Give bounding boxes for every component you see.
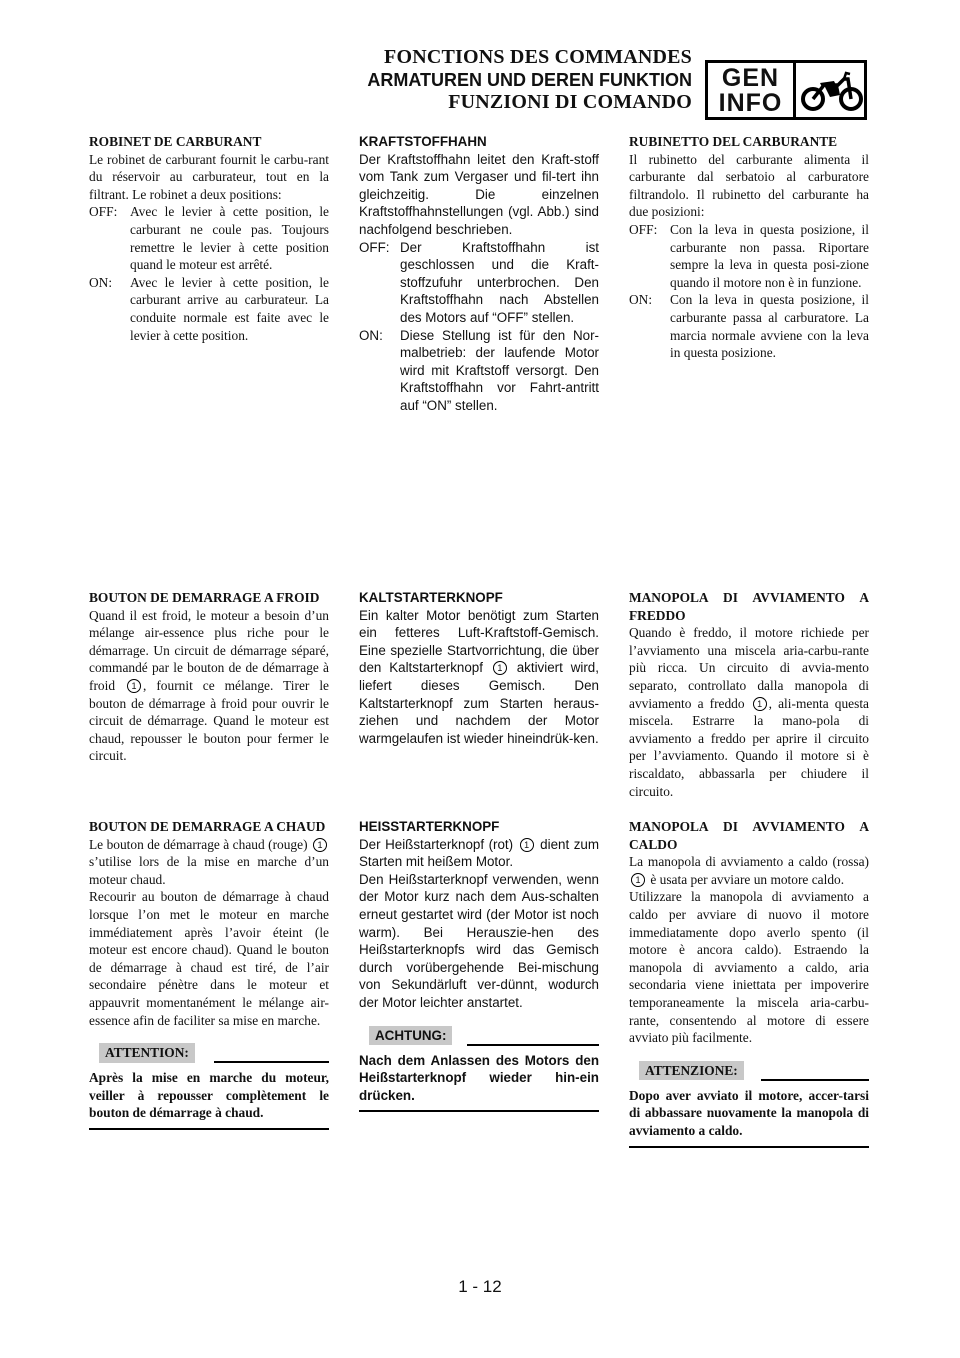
section-title: MANOPOLA DI AVVIAMENTO A CALDO: [629, 819, 869, 852]
section-title: BOUTON DE DEMARRAGE A FROID: [89, 590, 320, 605]
section-title: BOUTON DE DEMARRAGE A CHAUD: [89, 819, 326, 834]
title-german: ARMATUREN UND DEREN FUNKTION: [367, 70, 692, 90]
paragraph: Quand il est froid, le moteur a besoin d’un mélange air-essence plus riche pour le démarrage. Un circuit de démarrage séparé, commandé par le bouton de de démarrage à froid 1 , fournit ce mélange. Tirer le bouton de démarrage à froid pour ouvrir le circuit de démarrage. Quand le moteur est chaud, repousser le bouton pour fermer le circuit.: [89, 607, 329, 764]
cold-starter-german: [359, 589, 599, 747]
paragraph: La manopola di avviamento a caldo (rossa) 1 è usata per avviare un motore caldo.: [629, 854, 869, 887]
fuel-cock-italian: [629, 133, 869, 362]
caution-heading: [89, 1043, 329, 1069]
section-title: HEISSTARTERKNOPF: [359, 819, 500, 834]
definition-on: ON: Diese Stellung ist für den Nor-malbetrieb: der laufende Motor wird mit Kraftstoff versorgt. Den Kraftstoffhahn vor Fahrt-antritt auf “ON” stellen.: [359, 327, 599, 413]
caution-label: ACHTUNG:: [369, 1026, 452, 1046]
callout-marker: 1: [631, 873, 645, 887]
cold-starter-italian: [629, 589, 869, 800]
definition-off: OFF: Avec le levier à cette position, le carburant ne coule pas. Toujours remettre le levier à cette position quand le moteur est arrêté.: [89, 204, 329, 273]
hot-starter-french: [89, 818, 329, 1130]
definition-off: OFF: Der Kraftstoffhahn ist geschlossen und die Kraft-stoffzufuhr unterbrochen. Den Kraftstoffhahn nach Abstellen des Motors auf “OFF” stellen.: [359, 239, 599, 325]
paragraph: Il rubinetto del carburante alimenta il carburante dal serbatoio al carburatore filtrandolo. Il rubinetto del carburante ha due posizioni:: [629, 151, 869, 220]
motorcycle-icon: [800, 69, 864, 113]
caution-heading: [629, 1061, 869, 1087]
caution-rule: [761, 1079, 869, 1081]
paragraph: Quando è freddo, il motore richiede per l’avviamento una miscela aria-carbu-rante più ricca. Un circuito di avvia-mento separato, controllato dalla manopola di avviamento a freddo 1 , ali-menta questa miscela. Estrarre la mano-pola di avviamento a freddo per aprire il circuito per l’avviamento. Quando il motore si è riscaldato, abbassarla per chiudere il circuito.: [629, 625, 869, 799]
title-italian: FUNZIONI DI COMANDO: [448, 91, 692, 113]
definition-on: ON: Avec le levier à cette position, le carburant arrive au carburateur. La conduite normale est faite avec le levier à cette position.: [89, 274, 329, 343]
callout-marker: 1: [127, 679, 141, 693]
paragraph: Recourir au bouton de démarrage à chaud lorsque l’on met le moteur en marche immédiatement après l’avoir éteint (le moteur est encore chaud). Quand le bouton de démarrage à chaud est tiré, de l’air secondaire pénètre dans le moteur et appauvrit momentanément le mélange air-essence afin de faciliter sa mise en marche.: [89, 889, 329, 1028]
section-title: MANOPOLA DI AVVIAMENTO A FREDDO: [629, 590, 869, 623]
paragraph: Le robinet de carburant fournit le carbu-rant du réservoir au carburateur, tout en la filtrant. Le robinet a deux positions:: [89, 151, 329, 202]
callout-marker: 1: [753, 697, 767, 711]
section-title: KALTSTARTERKNOPF: [359, 590, 503, 605]
callout-marker: 1: [493, 661, 507, 675]
section-title: RUBINETTO DEL CARBURANTE: [629, 134, 838, 149]
hot-starter-german: [359, 818, 599, 1112]
fuel-cock-german: [359, 133, 599, 415]
section-title: ROBINET DE CARBURANT: [89, 134, 262, 149]
badge-label: GEN INFO: [708, 63, 796, 117]
callout-marker: 1: [313, 838, 327, 852]
definition-off: OFF: Con la leva in questa posizione, il carburante non passa. Riportare sempre la leva in questa posi-zione quando il motore non è in funzione.: [629, 221, 869, 290]
paragraph: Der Kraftstoffhahn leitet den Kraft-stoff vom Tank zum Vergaser und fil-tert ihn gleichzeitig. Die einzelnen Kraftstoffhahnstellungen (vgl. Abb.) sind nachfolgend beschrieben.: [359, 151, 599, 237]
caution-text: Après la mise en marche du moteur, veiller à repousser complètement le bouton de démarrage à chaud.: [89, 1069, 329, 1130]
caution-label: ATTENZIONE:: [639, 1061, 744, 1081]
caution-rule: [214, 1061, 329, 1063]
caution-rule: [467, 1044, 599, 1046]
paragraph: Ein kalter Motor benötigt zum Starten ein fetteres Luft-Kraftstoff-Gemisch. Eine spezielle Startvorrichtung, die über den Kaltstarterknopf 1 aktiviert wird, liefert dieses Gemisch. Den Kaltstarterknopf zum Starten heraus-ziehen und nachdem der Motor warmgelaufen ist wieder hineindrük-ken.: [359, 607, 599, 746]
caution-text: Dopo aver avviato il motore, accer-tarsi di abbassare nuovamente la manopola di avviamento a caldo.: [629, 1087, 869, 1148]
paragraph: Der Heißstarterknopf (rot) 1 dient zum Starten mit heißem Motor.: [359, 836, 599, 870]
paragraph: Utilizzare la manopola di avviamento a caldo per avviare di nuovo il motore immediatamente dopo averlo spento (il motore è ancora caldo). Estraendo la manopola di avviamento a caldo, aria secondaria viene iniettata per impoverire temporaneamente la miscela aria-carbu-rante, consentendo al motore di essere avviato più facilmente.: [629, 889, 869, 1046]
callout-marker: 1: [520, 838, 534, 852]
title-french: FONCTIONS DES COMMANDES: [384, 46, 692, 68]
caution-text: Nach dem Anlassen des Motors den Heißstarterknopf wieder hin-ein drücken.: [359, 1052, 599, 1113]
paragraph: Den Heißstarterknopf verwenden, wenn der Motor kurz nach dem Aus-schalten erneut gestartet wird (der Motor ist noch warm). Bei Herauszie-hen des Heißstarterknopfs wird das Gemisch durch vorübergehende Bei-mischung von Sekundärluft ver-dünnt, wodurch der Motor leichter anstartet.: [359, 871, 599, 1010]
cold-starter-french: [89, 589, 329, 765]
definition-on: ON: Con la leva in questa posizione, il carburante passa al carburatore. La marcia normale avviene con la leva in questa posizione.: [629, 292, 869, 361]
fuel-cock-french: [89, 133, 329, 344]
caution-heading: [359, 1026, 599, 1052]
caution-label: ATTENTION:: [99, 1043, 195, 1063]
hot-starter-italian: [629, 818, 869, 1148]
section-badge: [705, 60, 867, 120]
paragraph: Le bouton de démarrage à chaud (rouge) 1 s’utilise lors de la mise en marche d’un moteur chaud.: [89, 836, 329, 887]
section-title: KRAFTSTOFFHAHN: [359, 134, 487, 149]
page-number: 1 - 12: [458, 1277, 502, 1296]
